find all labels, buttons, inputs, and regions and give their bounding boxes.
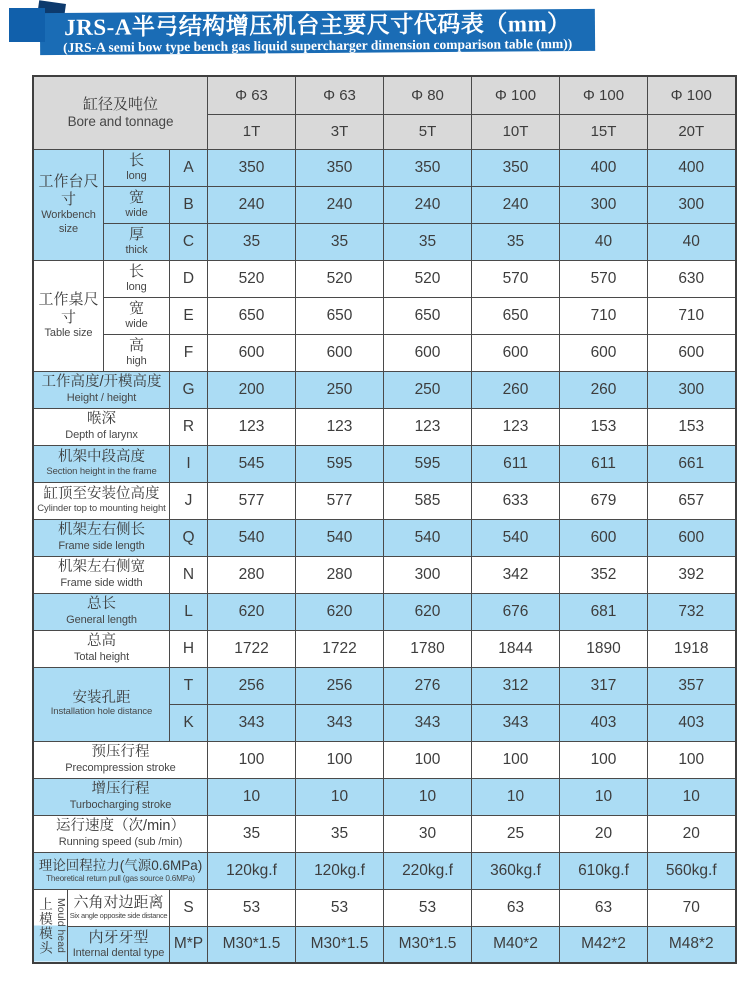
row-label-zh: 增压行程 [91,781,150,798]
row-label-zh: 预压行程 [91,744,150,761]
value-cell: 650 [384,297,472,334]
value-cell: 540 [208,519,296,556]
value-cell: 710 [648,297,736,334]
row-label-en: Theoretical return pull (gas source 0.6MPa) [46,873,195,883]
row-running-speed [33,815,736,852]
group-label-en: Workbench size [41,208,96,235]
sub-label [68,926,170,963]
value-cell: 600 [648,519,736,556]
value-cell: 256 [296,667,384,704]
value-cell: 350 [384,149,472,186]
sub-label-en: long [126,281,147,294]
value-cell: 343 [472,704,560,741]
row-N [33,556,736,593]
value-cell: 20 [648,815,736,852]
value-cell: 240 [296,186,384,223]
code-cell: D [170,260,208,297]
row-A [33,149,736,186]
row-label [33,371,170,408]
value-cell: 35 [208,223,296,260]
value-cell: 100 [208,741,296,778]
value-cell: M42*2 [560,926,648,963]
value-cell: 100 [472,741,560,778]
row-label [33,408,170,445]
value-cell: 35 [208,815,296,852]
sub-label-en: wide [125,207,148,220]
value-cell: 100 [560,741,648,778]
row-label [33,445,170,482]
value-cell: 312 [472,667,560,704]
value-cell: 100 [648,741,736,778]
row-G [33,371,736,408]
group-label-zh: 安装孔距 [72,689,131,706]
value-cell: 30 [384,815,472,852]
value-cell: 10 [648,778,736,815]
group-label-tablesize [33,260,104,371]
value-cell: 577 [296,482,384,519]
code-cell: S [170,889,208,926]
column-header-tonnage: 1T [208,114,296,149]
sub-label [104,149,170,186]
row-label-zh: 总长 [87,596,116,613]
value-cell: 650 [296,297,384,334]
value-cell: 120kg.f [208,852,296,889]
row-B [33,186,736,223]
value-cell: 560kg.f [648,852,736,889]
value-cell: 1844 [472,630,560,667]
value-cell: 620 [384,593,472,630]
value-cell: 630 [648,260,736,297]
value-cell: 620 [296,593,384,630]
value-cell: 620 [208,593,296,630]
value-cell: 300 [384,556,472,593]
value-cell: 650 [472,297,560,334]
value-cell: 1918 [648,630,736,667]
row-label-en: Turbocharging stroke [69,798,172,811]
value-cell: 657 [648,482,736,519]
sub-label [104,334,170,371]
value-cell: 600 [560,519,648,556]
row-label-en: Frame side length [58,539,145,552]
row-label-en: Frame side width [60,576,143,589]
row-I [33,445,736,482]
group-label-mould-head [33,889,68,963]
value-cell: 53 [296,889,384,926]
row-F [33,334,736,371]
code-cell: T [170,667,208,704]
sub-label-zh: 厚 [128,226,144,244]
vertical-label-wrap [34,897,67,955]
value-cell: 650 [208,297,296,334]
code-cell: L [170,593,208,630]
row-label-en: Height / height [66,391,137,404]
group-label-zh: 工作桌尺寸 [38,290,99,326]
value-cell: 520 [208,260,296,297]
value-cell: 540 [296,519,384,556]
value-cell: M30*1.5 [208,926,296,963]
sub-label-en: wide [125,318,148,331]
value-cell: 352 [560,556,648,593]
value-cell: 392 [648,556,736,593]
row-label-en: Running speed (sub /min) [58,835,183,848]
value-cell: 53 [384,889,472,926]
value-cell: 1722 [296,630,384,667]
row-turbocharging-stroke [33,778,736,815]
value-cell: 40 [560,223,648,260]
code-cell: M*P [170,926,208,963]
row-Q [33,519,736,556]
column-header-tonnage: 10T [472,114,560,149]
column-header-tonnage: 15T [560,114,648,149]
value-cell: 600 [208,334,296,371]
row-R [33,408,736,445]
value-cell: 520 [384,260,472,297]
value-cell: 595 [296,445,384,482]
group-label-zh: 上模模头 [37,896,52,955]
row-label [33,778,208,815]
value-cell: 35 [384,223,472,260]
column-header-bore: Φ 100 [648,76,736,114]
sub-label-zh: 高 [128,337,144,355]
group-label-en: Installation hole distance [50,706,153,718]
sub-label [104,186,170,223]
value-cell: 35 [472,223,560,260]
value-cell: 300 [648,186,736,223]
row-label-zh: 工作高度/开模高度 [41,374,162,391]
value-cell: M30*1.5 [296,926,384,963]
value-cell: 123 [384,408,472,445]
value-cell: 710 [560,297,648,334]
code-cell: G [170,371,208,408]
code-cell: F [170,334,208,371]
value-cell: 10 [384,778,472,815]
value-cell: 240 [384,186,472,223]
value-cell: 520 [296,260,384,297]
value-cell: 240 [472,186,560,223]
value-cell: 300 [648,371,736,408]
row-label-en: Total height [73,650,130,663]
value-cell: 25 [472,815,560,852]
row-C [33,223,736,260]
row-label [33,593,170,630]
value-cell: 300 [560,186,648,223]
value-cell: 403 [648,704,736,741]
value-cell: 545 [208,445,296,482]
row-label-zh: 总高 [87,633,116,650]
value-cell: 360kg.f [472,852,560,889]
value-cell: 280 [208,556,296,593]
value-cell: 123 [296,408,384,445]
row-label [33,852,208,889]
value-cell: 681 [560,593,648,630]
value-cell: 1780 [384,630,472,667]
value-cell: 600 [296,334,384,371]
sub-label-en: long [126,170,147,183]
column-header-bore: Φ 80 [384,76,472,114]
value-cell: 400 [648,149,736,186]
value-cell: 342 [472,556,560,593]
row-label-zh: 喉深 [87,411,116,428]
value-cell: 600 [648,334,736,371]
value-cell: 343 [296,704,384,741]
value-cell: 540 [384,519,472,556]
banner-corner-square [9,8,45,42]
value-cell: 10 [472,778,560,815]
corner-header-en: Bore and tonnage [67,113,174,129]
value-cell: 595 [384,445,472,482]
value-cell: 63 [560,889,648,926]
value-cell: 70 [648,889,736,926]
sub-label-zh: 长 [128,152,144,170]
sub-label-en: Internal dental type [72,946,165,959]
row-J [33,482,736,519]
value-cell: 600 [384,334,472,371]
column-header-tonnage: 3T [296,114,384,149]
value-cell: 350 [472,149,560,186]
value-cell: 1890 [560,630,648,667]
code-cell: J [170,482,208,519]
value-cell: 256 [208,667,296,704]
sub-label [104,223,170,260]
header-row-bore [33,76,736,114]
page-title: JRS-A半弓结构增压机台主要尺寸代码表（mm） [64,11,571,40]
value-cell: 200 [208,371,296,408]
value-cell: 357 [648,667,736,704]
row-label [33,519,170,556]
column-header-bore: Φ 100 [472,76,560,114]
row-MP [33,926,736,963]
value-cell: M30*1.5 [384,926,472,963]
sub-label-zh: 六角对边距离 [73,894,164,912]
sub-label-zh: 宽 [128,300,144,318]
group-label-zh: 工作台尺寸 [38,172,99,208]
code-cell: R [170,408,208,445]
column-header-tonnage: 20T [648,114,736,149]
value-cell: 350 [296,149,384,186]
group-label-workbench [33,149,104,260]
sub-label-en: thick [125,244,148,257]
value-cell: 123 [472,408,560,445]
column-header-tonnage: 5T [384,114,472,149]
value-cell: 120kg.f [296,852,384,889]
page-header [0,0,750,75]
sub-label [104,297,170,334]
value-cell: 676 [472,593,560,630]
row-label-en: Depth of larynx [65,428,138,441]
group-label-en: Table size [44,326,93,339]
value-cell: 100 [384,741,472,778]
row-precompression-stroke [33,741,736,778]
sub-label [68,889,170,926]
value-cell: 153 [560,408,648,445]
row-D [33,260,736,297]
sub-label-zh: 长 [128,263,144,281]
corner-header-zh: 缸径及吨位 [82,95,158,113]
value-cell: 343 [384,704,472,741]
row-label [33,482,170,519]
sub-label-en: high [126,355,147,368]
value-cell: 633 [472,482,560,519]
code-cell: K [170,704,208,741]
value-cell: 10 [208,778,296,815]
corner-header [33,76,208,149]
row-H [33,630,736,667]
code-cell: Q [170,519,208,556]
value-cell: 35 [296,223,384,260]
value-cell: 10 [560,778,648,815]
row-label-zh: 缸顶至安装位高度 [43,486,160,503]
value-cell: 600 [472,334,560,371]
value-cell: 350 [208,149,296,186]
column-header-bore: Φ 63 [296,76,384,114]
value-cell: 100 [296,741,384,778]
row-T [33,667,736,704]
row-label [33,741,208,778]
row-label-en: General length [66,613,137,626]
code-cell: A [170,149,208,186]
value-cell: 280 [296,556,384,593]
title-banner [40,9,595,55]
column-header-bore: Φ 100 [560,76,648,114]
value-cell: 540 [472,519,560,556]
value-cell: 40 [648,223,736,260]
value-cell: 276 [384,667,472,704]
value-cell: 600 [560,334,648,371]
value-cell: 577 [208,482,296,519]
value-cell: 260 [560,371,648,408]
sub-label-zh: 内牙牙型 [88,928,149,946]
row-label-zh: 机架中段高度 [58,449,145,466]
column-header-bore: Φ 63 [208,76,296,114]
sub-label-en: Six angle opposite side distance [69,911,168,921]
row-label-zh: 运行速度（次/min） [56,818,185,835]
code-cell: N [170,556,208,593]
value-cell: M40*2 [472,926,560,963]
code-cell: I [170,445,208,482]
value-cell: 317 [560,667,648,704]
value-cell: 400 [560,149,648,186]
value-cell: 1722 [208,630,296,667]
row-theoretical-return-pull [33,852,736,889]
value-cell: 343 [208,704,296,741]
value-cell: 403 [560,704,648,741]
code-cell: E [170,297,208,334]
value-cell: 240 [208,186,296,223]
row-S [33,889,736,926]
sub-label [104,260,170,297]
row-label [33,630,170,667]
value-cell: 661 [648,445,736,482]
code-cell: H [170,630,208,667]
value-cell: 63 [472,889,560,926]
value-cell: 679 [560,482,648,519]
value-cell: 250 [384,371,472,408]
row-label-zh: 机架左右侧宽 [58,559,145,576]
value-cell: 570 [560,260,648,297]
value-cell: 20 [560,815,648,852]
value-cell: 610kg.f [560,852,648,889]
value-cell: 732 [648,593,736,630]
value-cell: 585 [384,482,472,519]
value-cell: 220kg.f [384,852,472,889]
code-cell: B [170,186,208,223]
row-label [33,815,208,852]
row-E [33,297,736,334]
value-cell: 10 [296,778,384,815]
page-subtitle: (JRS-A semi bow type bench gas liquid supercharger dimension comparison table (mm)) [62,36,573,55]
row-label-en: Cylinder top to mounting height [37,502,166,514]
value-cell: 35 [296,815,384,852]
row-L [33,593,736,630]
value-cell: 611 [472,445,560,482]
row-label-en: Precompression stroke [65,761,176,774]
code-cell: C [170,223,208,260]
sub-label-zh: 宽 [128,189,144,207]
value-cell: 123 [208,408,296,445]
row-label [33,556,170,593]
value-cell: 250 [296,371,384,408]
value-cell: 53 [208,889,296,926]
value-cell: M48*2 [648,926,736,963]
group-label-install [33,667,170,741]
value-cell: 611 [560,445,648,482]
value-cell: 260 [472,371,560,408]
row-label-zh: 理论回程拉力(气源0.6MPa) [38,857,203,873]
row-label-en: Section height in the frame [46,465,157,477]
row-label-zh: 机架左右侧长 [58,522,145,539]
dimension-table [32,75,737,964]
value-cell: 570 [472,260,560,297]
group-label-en: Mould head [55,898,67,954]
value-cell: 153 [648,408,736,445]
